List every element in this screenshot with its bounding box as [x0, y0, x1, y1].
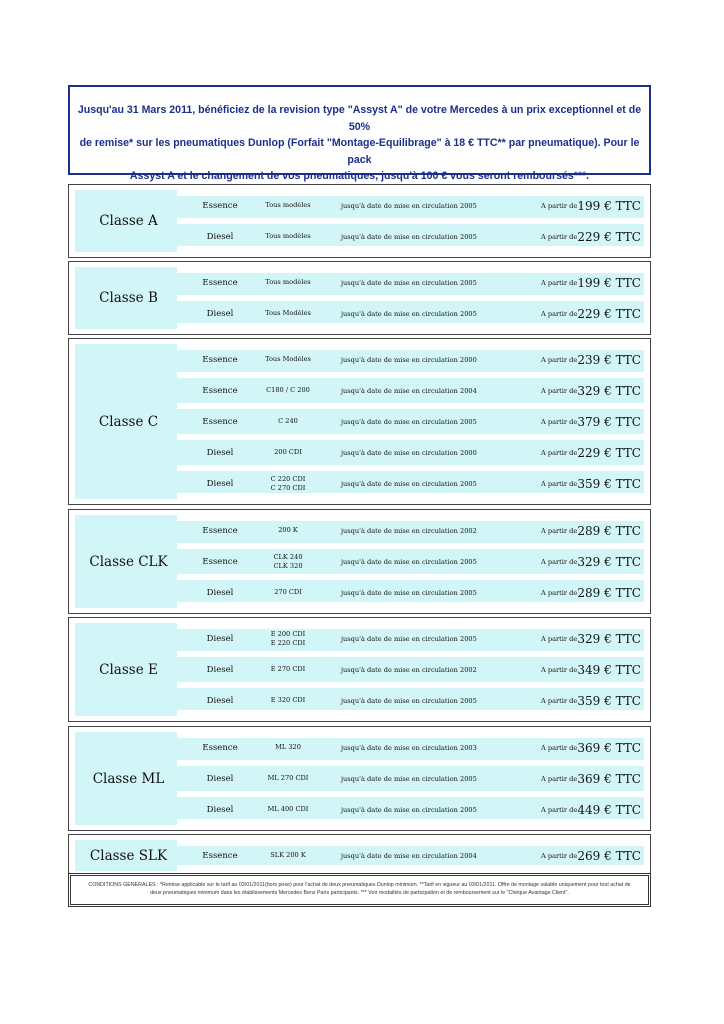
- from-label: A partir de: [541, 805, 578, 814]
- from-label: A partir de: [541, 232, 578, 241]
- class-name: Classe A: [99, 213, 158, 229]
- fuel-type: Essence: [202, 525, 238, 536]
- model-line: 270 CDI: [274, 588, 302, 596]
- registration-limit: jusqu'à date de mise en circulation 2005: [341, 201, 477, 210]
- price-row: [69, 685, 652, 716]
- fuel-type: Essence: [202, 742, 238, 753]
- model-line: E 220 CDI: [270, 638, 306, 647]
- price-row: [69, 794, 652, 825]
- model-name: [254, 406, 322, 437]
- price-row: [69, 654, 652, 685]
- model-line: E 270 CDI: [270, 665, 306, 673]
- model-name: [254, 267, 322, 298]
- from-label: A partir de: [541, 278, 578, 287]
- promo-box: [68, 85, 651, 182]
- price-value: 289 € TTC: [577, 523, 641, 538]
- model-line: CLK 240: [273, 552, 303, 561]
- fuel-type: Diesel: [206, 804, 234, 815]
- model-line: 200 K: [278, 526, 298, 534]
- model-name: [254, 763, 322, 794]
- fuel-type: Diesel: [206, 478, 234, 489]
- model-name: [254, 344, 322, 375]
- fuel-type: Diesel: [206, 633, 234, 644]
- registration-limit: jusqu'à date de mise en circulation 2004: [341, 386, 477, 395]
- price-row: [69, 840, 652, 871]
- registration-limit: jusqu'à date de mise en circulation 2004: [341, 851, 477, 860]
- model-lines: [265, 309, 311, 318]
- model-line: Tous Modèles: [265, 355, 311, 363]
- from-label: A partir de: [541, 417, 578, 426]
- price-value: 359 € TTC: [577, 693, 641, 708]
- registration-limit: jusqu'à date de mise en circulation 2005: [341, 634, 477, 643]
- fuel-type: Diesel: [206, 447, 234, 458]
- fuel-type: Diesel: [206, 587, 234, 598]
- price-row: [69, 763, 652, 794]
- model-name: [254, 190, 322, 221]
- model-name: [254, 298, 322, 329]
- registration-limit: jusqu'à date de mise en circulation 2005: [341, 417, 477, 426]
- model-line: Tous Modèles: [265, 309, 311, 317]
- from-label: A partir de: [541, 557, 578, 566]
- model-lines: [265, 355, 311, 364]
- model-lines: [274, 588, 302, 597]
- fuel-type: Essence: [202, 850, 238, 861]
- fuel-type: Diesel: [206, 664, 234, 675]
- model-line: Tous modèles: [265, 232, 311, 240]
- price-row: [69, 732, 652, 763]
- from-label: A partir de: [541, 479, 578, 488]
- model-name: [254, 732, 322, 763]
- price-value: 269 € TTC: [577, 848, 641, 863]
- conditions-line-2: deux pneumatiques minimum dans les établissements Mercedes Benz Paris participants. *** Voir modalités de participation et de remboursement sur le "Chèque Avantage Client".: [150, 890, 569, 896]
- model-lines: [278, 526, 298, 535]
- conditions-box: [68, 873, 651, 907]
- conditions-line-1: CONDITIONS GENERALES : *Remise applicable sur le tarif au 03/01/2011(hors pose) pour l'achat de deux pneumatiques Dunlop minimum. **Tarif en vigueur au 03/01/2011. Offre de montage valable uniquement pour tout achat de: [88, 882, 631, 888]
- model-line: C 220 CDI: [270, 474, 306, 483]
- price-value: 369 € TTC: [577, 740, 641, 755]
- model-lines: [266, 386, 310, 395]
- from-label: A partir de: [541, 743, 578, 752]
- model-line: E 320 CDI: [270, 696, 306, 704]
- fuel-type: Essence: [202, 556, 238, 567]
- price-value: 329 € TTC: [577, 554, 641, 569]
- class-name: Classe E: [99, 661, 158, 678]
- registration-limit: jusqu'à date de mise en circulation 2005: [341, 588, 477, 597]
- model-lines: [271, 475, 306, 493]
- model-lines: [265, 201, 310, 210]
- model-name: [254, 623, 322, 654]
- from-label: A partir de: [541, 309, 578, 318]
- registration-limit: jusqu'à date de mise en circulation 2005: [341, 696, 477, 705]
- class-group: [68, 726, 651, 831]
- model-name: [254, 840, 322, 871]
- fuel-type: Diesel: [206, 231, 234, 242]
- price-value: 329 € TTC: [577, 631, 641, 646]
- price-value: 239 € TTC: [577, 352, 641, 367]
- class-name: Classe SLK: [89, 847, 168, 864]
- price-value: 449 € TTC: [577, 802, 641, 817]
- price-row: [69, 577, 652, 608]
- model-lines: [271, 630, 306, 648]
- price-value: 329 € TTC: [577, 383, 641, 398]
- registration-limit: jusqu'à date de mise en circulation 2005: [341, 557, 477, 566]
- model-lines: [265, 278, 310, 287]
- class-name: Classe C: [98, 413, 159, 430]
- registration-limit: jusqu'à date de mise en circulation 2002: [341, 665, 477, 674]
- fuel-type: Essence: [202, 416, 238, 427]
- model-line: ML 270 CDI: [267, 774, 309, 782]
- model-line: CLK 320: [273, 561, 303, 570]
- class-group: [68, 617, 651, 722]
- from-label: A partir de: [541, 355, 578, 364]
- model-lines: [278, 417, 298, 426]
- model-line: ML 320: [275, 743, 301, 751]
- registration-limit: jusqu'à date de mise en circulation 2000: [341, 448, 477, 457]
- price-value: 199 € TTC: [577, 198, 641, 213]
- registration-limit: jusqu'à date de mise en circulation 2005: [341, 309, 477, 318]
- model-line: Tous modèles: [265, 278, 311, 286]
- class-name: Classe B: [99, 290, 158, 306]
- model-name: [254, 375, 322, 406]
- price-row: [69, 221, 652, 252]
- price-value: 379 € TTC: [577, 414, 641, 429]
- from-label: A partir de: [541, 386, 578, 395]
- from-label: A partir de: [541, 774, 578, 783]
- model-lines: [271, 665, 306, 674]
- price-value: 349 € TTC: [577, 662, 641, 677]
- model-lines: [268, 774, 309, 783]
- price-row: [69, 298, 652, 329]
- model-name: [254, 437, 322, 468]
- model-lines: [271, 696, 306, 705]
- price-row: [69, 375, 652, 406]
- model-name: [254, 221, 322, 252]
- from-label: A partir de: [541, 634, 578, 643]
- price-row: [69, 267, 652, 298]
- price-row: [69, 406, 652, 437]
- price-value: 359 € TTC: [577, 476, 641, 491]
- model-name: [254, 577, 322, 608]
- model-name: [254, 515, 322, 546]
- fuel-type: Diesel: [206, 773, 234, 784]
- model-line: 200 CDI: [274, 448, 302, 456]
- price-row: [69, 437, 652, 468]
- fuel-type: Diesel: [206, 695, 234, 706]
- class-group: [68, 509, 651, 614]
- registration-limit: jusqu'à date de mise en circulation 2005: [341, 774, 477, 783]
- model-line: C 240: [278, 417, 298, 425]
- model-line: C 270 CDI: [270, 483, 306, 492]
- class-group: [68, 184, 651, 258]
- registration-limit: jusqu'à date de mise en circulation 2002: [341, 526, 477, 535]
- registration-limit: jusqu'à date de mise en circulation 2005: [341, 232, 477, 241]
- model-line: Tous modèles: [265, 201, 311, 209]
- from-label: A partir de: [541, 448, 578, 457]
- price-row: [69, 546, 652, 577]
- fuel-type: Essence: [202, 200, 238, 211]
- price-row: [69, 190, 652, 221]
- model-name: [254, 468, 322, 499]
- price-row: [69, 515, 652, 546]
- model-lines: [268, 805, 309, 814]
- promo-line-1: Jusqu'au 31 Mars 2011, bénéficiez de la revision type "Assyst A" de votre Mercedes à un prix exceptionnel et de 50%: [77, 104, 642, 133]
- model-name: [254, 654, 322, 685]
- model-name: [254, 685, 322, 716]
- registration-limit: jusqu'à date de mise en circulation 2000: [341, 355, 477, 364]
- model-line: C180 / C 200: [266, 386, 310, 394]
- from-label: A partir de: [541, 201, 578, 210]
- model-line: SLK 200 K: [270, 851, 306, 859]
- registration-limit: jusqu'à date de mise en circulation 2005: [341, 278, 477, 287]
- class-name: Classe CLK: [89, 553, 168, 570]
- price-row: [69, 344, 652, 375]
- fuel-type: Essence: [202, 277, 238, 288]
- price-value: 289 € TTC: [577, 585, 641, 600]
- price-row: [69, 468, 652, 499]
- class-group: [68, 338, 651, 505]
- model-lines: [273, 553, 302, 571]
- model-line: E 200 CDI: [270, 629, 306, 638]
- model-lines: [274, 448, 302, 457]
- registration-limit: jusqu'à date de mise en circulation 2005: [341, 479, 477, 488]
- registration-limit: jusqu'à date de mise en circulation 2003: [341, 743, 477, 752]
- promo-line-2: de remise* sur les pneumatiques Dunlop (Forfait "Montage-Equilibrage" à 18 € TTC** par pneumatique). Pour le pack: [79, 137, 640, 166]
- registration-limit: jusqu'à date de mise en circulation 2005: [341, 805, 477, 814]
- from-label: A partir de: [541, 851, 578, 860]
- price-value: 229 € TTC: [577, 306, 641, 321]
- from-label: A partir de: [541, 696, 578, 705]
- model-line: ML 400 CDI: [267, 805, 309, 813]
- from-label: A partir de: [541, 665, 578, 674]
- class-group: [68, 261, 651, 335]
- model-lines: [270, 851, 306, 860]
- model-lines: [265, 232, 310, 241]
- model-lines: [275, 743, 301, 752]
- price-row: [69, 623, 652, 654]
- price-value: 229 € TTC: [577, 445, 641, 460]
- class-name: Classe ML: [92, 770, 165, 787]
- promo-line-3: Assyst A et le changement de vos pneumatiques, jusqu'à 100 € vous seront remboursés***.: [129, 170, 590, 182]
- fuel-type: Diesel: [206, 308, 234, 319]
- class-group: [68, 834, 651, 877]
- from-label: A partir de: [541, 588, 578, 597]
- price-value: 369 € TTC: [577, 771, 641, 786]
- fuel-type: Essence: [202, 354, 238, 365]
- fuel-type: Essence: [202, 385, 238, 396]
- model-name: [254, 794, 322, 825]
- model-name: [254, 546, 322, 577]
- from-label: A partir de: [541, 526, 578, 535]
- price-value: 229 € TTC: [577, 229, 641, 244]
- price-value: 199 € TTC: [577, 275, 641, 290]
